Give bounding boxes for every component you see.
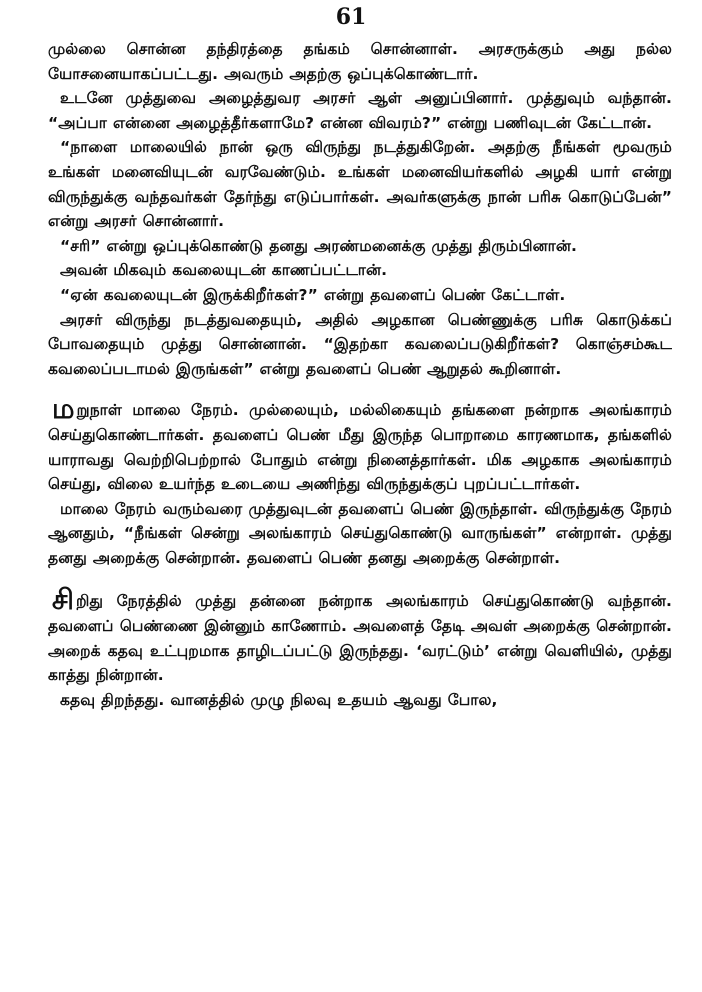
page-number: 61	[335, 4, 367, 30]
paragraph-11	[48, 688, 672, 713]
paragraph-9	[48, 497, 672, 571]
paragraph-text: “ஏன் கவலையுடன் இருக்கிறீர்கள்?” என்று தவளைப் பெண் கேட்டாள்.	[60, 285, 566, 304]
paragraph-10	[48, 583, 672, 687]
paragraph-7	[48, 308, 672, 382]
paragraph-text: உடனே முத்துவை அழைத்துவர அரசர் ஆள் அனுப்பினார். முத்துவும் வந்தான். “அப்பா என்னை அழைத்தீர்களாமே? என்ன விவரம்?” என்று பணிவுடன் கேட்டான்.	[48, 89, 672, 132]
paragraph-text: “நாளை மாலையில் நான் ஒரு விருந்து நடத்துகிறேன். அதற்கு நீங்கள் மூவரும் உங்கள் மனைவியுடன் வரவேண்டும். உங்கள் மனைவியர்களில் அழகி யார் என்று விருந்துக்கு வந்தவர்கள் தேர்ந்து எடுப்பார்கள். அவர்களுக்கு நான் பரிசு கொடுப்பேன்” என்று அரசர் சொன்னார்.	[48, 138, 672, 231]
paragraph-3	[48, 135, 672, 233]
paragraph-5	[48, 258, 672, 283]
paragraph-6	[48, 283, 672, 308]
paragraph-4	[48, 234, 672, 259]
paragraph-text: முல்லை சொன்ன தந்திரத்தை தங்கம் சொன்னாள். அரசருக்கும் அது நல்ல யோசனையாகப்பட்டது. அவரும் அதற்கு ஒப்புக்கொண்டார்.	[48, 40, 672, 83]
drop-cap: சி	[52, 583, 75, 617]
paragraph-8	[48, 392, 672, 496]
paragraph-text: அவன் மிகவும் கவலையுடன் காணப்பட்டான்.	[60, 261, 388, 280]
paragraph-text: “சரி” என்று ஒப்புக்கொண்டு தனது அரண்மனைக்கு முத்து திரும்பினான்.	[60, 236, 577, 255]
paragraph-text: றிது நேரத்தில் முத்து தன்னை நன்றாக அலங்காரம் செய்துகொண்டு வந்தான். தவளைப் பெண்ணை இன்னும் காணோம். அவளைத் தேடி அவள் அறைக்கு சென்றான். அறைக் கதவு உட்புறமாக தாழிடப்பட்டு இருந்தது. ‘வரட்டும்’ என்று வெளியில், முத்து காத்து நின்றான்.	[48, 592, 672, 685]
page-body	[48, 37, 672, 712]
paragraph-text: கதவு திறந்தது. வானத்தில் முழு நிலவு உதயம் ஆவது போல,	[60, 690, 498, 709]
drop-cap: ம	[52, 392, 75, 426]
paragraph-text: றுநாள் மாலை நேரம். முல்லையும், மல்லிகையும் தங்களை நன்றாக அலங்காரம் செய்துகொண்டார்கள். தவளைப் பெண் மீது இருந்த பொறாமை காரணமாக, தங்களில் யாராவது வெற்றிபெற்றால் போதும் என்று நினைத்தார்கள். மிக அழகாக அலங்காரம் செய்து, விலை உயர்ந்த உடையை அணிந்து விருந்துக்குப் புறப்பட்டார்கள்.	[48, 401, 672, 494]
paragraph-text: அரசர் விருந்து நடத்துவதையும், அதில் அழகான பெண்ணுக்கு பரிசு கொடுக்கப் போவதையும் முத்து சொன்னான். “இதற்கா கவலைப்படுகிறீர்கள்? கொஞ்சம்கூட கவலைப்படாமல் இருங்கள்” என்று தவளைப் பெண் ஆறுதல் கூறினாள்.	[48, 310, 672, 378]
paragraph-1	[48, 37, 672, 86]
paragraph-2	[48, 86, 672, 135]
paragraph-text: மாலை நேரம் வரும்வரை முத்துவுடன் தவளைப் பெண் இருந்தாள். விருந்துக்கு நேரம் ஆனதும், “நீங்கள் சென்று அலங்காரம் செய்துகொண்டு வாருங்கள்” என்றாள். முத்து தனது அறைக்கு சென்றான். தவளைப் பெண் தனது அறைக்கு சென்றாள்.	[48, 499, 672, 567]
